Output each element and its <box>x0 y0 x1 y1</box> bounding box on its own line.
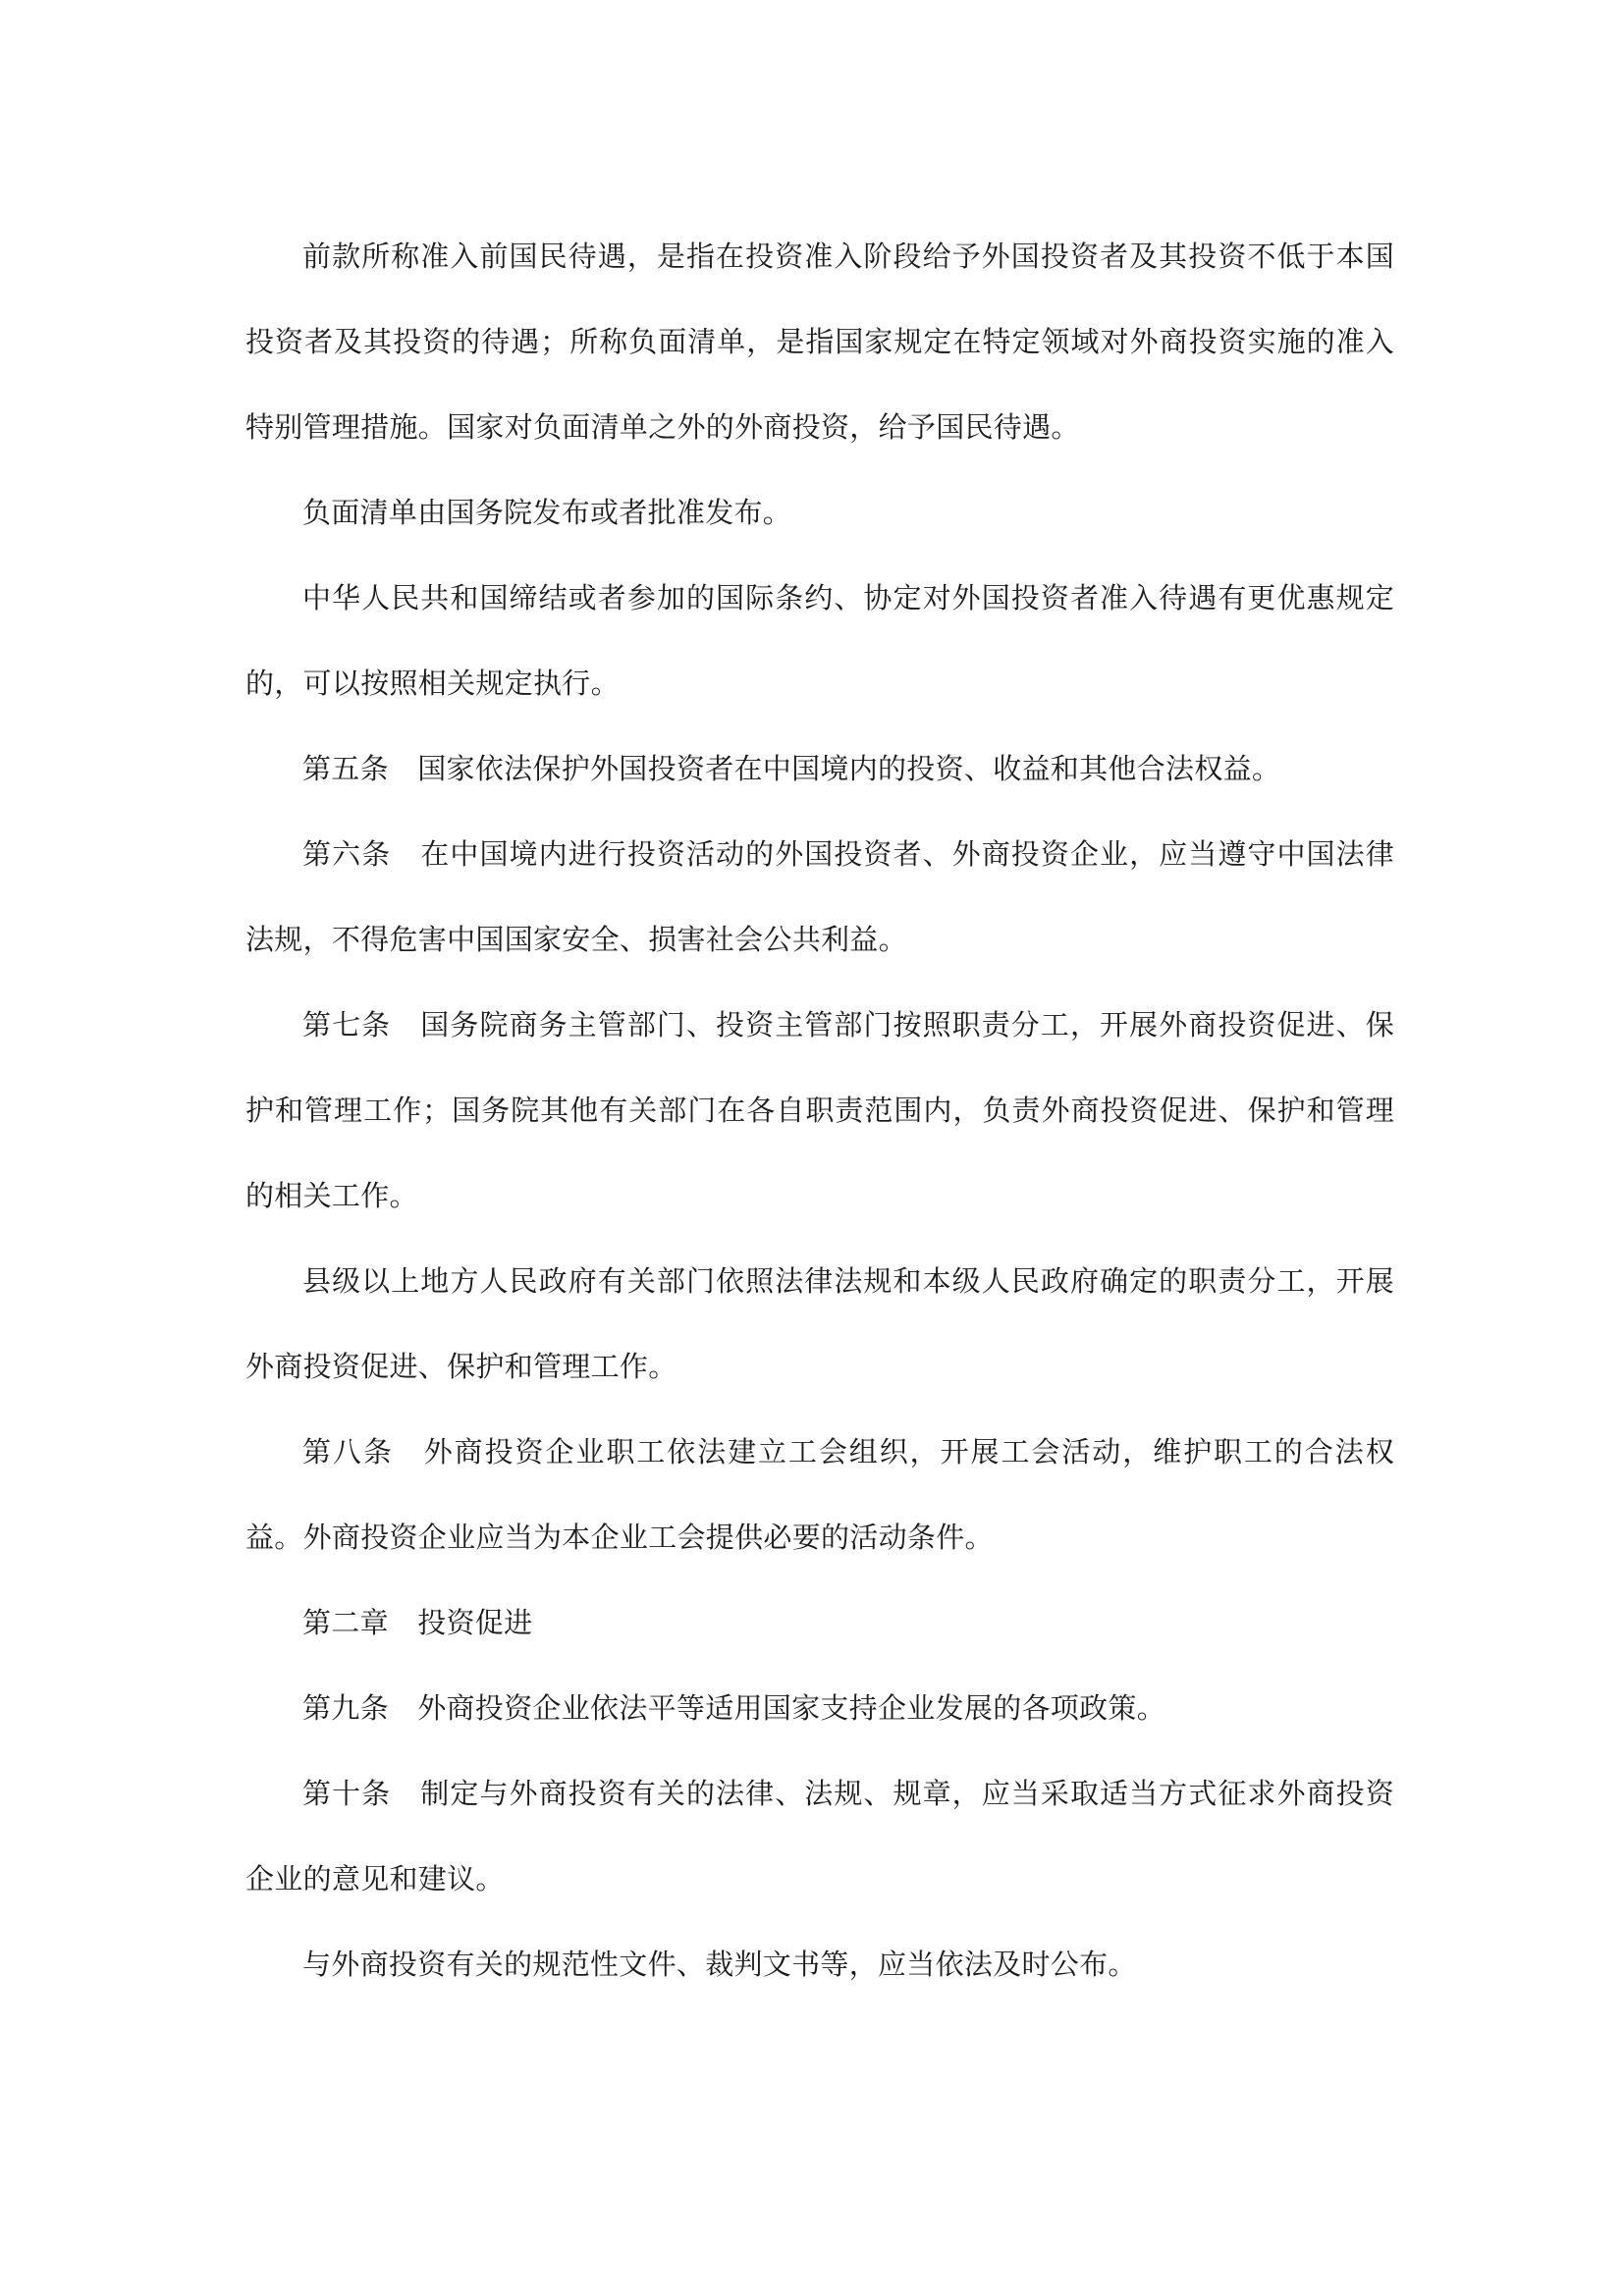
article-9: 第九条 外商投资企业依法平等适用国家支持企业发展的各项政策。 <box>302 1691 1166 1725</box>
document-body <box>245 214 1394 2007</box>
article-10: 第十条 制定与外商投资有关的法律、法规、规章，应当采取适当方式征求外商投资企业的意见和建议。 <box>245 1777 1394 1896</box>
article-6: 第六条 在中国境内进行投资活动的外国投资者、外商投资企业，应当遵守中国法律法规，不得危害中国国家安全、损害社会公共利益。 <box>245 837 1394 956</box>
paragraph: 负面清单由国务院发布或者批准发布。 <box>302 496 792 529</box>
article-5: 第五条 国家依法保护外国投资者在中国境内的投资、收益和其他合法权益。 <box>302 752 1281 785</box>
paragraph: 中华人民共和国缔结或者参加的国际条约、协定对外国投资者准入待遇有更优惠规定的，可以按照相关规定执行。 <box>245 581 1394 700</box>
paragraph: 县级以上地方人民政府有关部门依照法律法规和本级人民政府确定的职责分工，开展外商投资促进、保护和管理工作。 <box>245 1264 1394 1383</box>
chapter-heading: 第二章 投资促进 <box>302 1606 533 1639</box>
paragraph: 前款所称准入前国民待遇，是指在投资准入阶段给予外国投资者及其投资不低于本国投资者及其投资的待遇；所称负面清单，是指国家规定在特定领域对外商投资实施的准入特别管理措施。国家对负面清单之外的外商投资，给予国民待遇。 <box>245 240 1394 444</box>
paragraph: 与外商投资有关的规范性文件、裁判文书等，应当依法及时公布。 <box>302 1948 1137 1981</box>
article-8: 第八条 外商投资企业职工依法建立工会组织，开展工会活动，维护职工的合法权益。外商投资企业应当为本企业工会提供必要的活动条件。 <box>245 1435 1394 1554</box>
article-7: 第七条 国务院商务主管部门、投资主管部门按照职责分工，开展外商投资促进、保护和管理工作；国务院其他有关部门在各自职责范围内，负责外商投资促进、保护和管理的相关工作。 <box>245 1008 1394 1212</box>
